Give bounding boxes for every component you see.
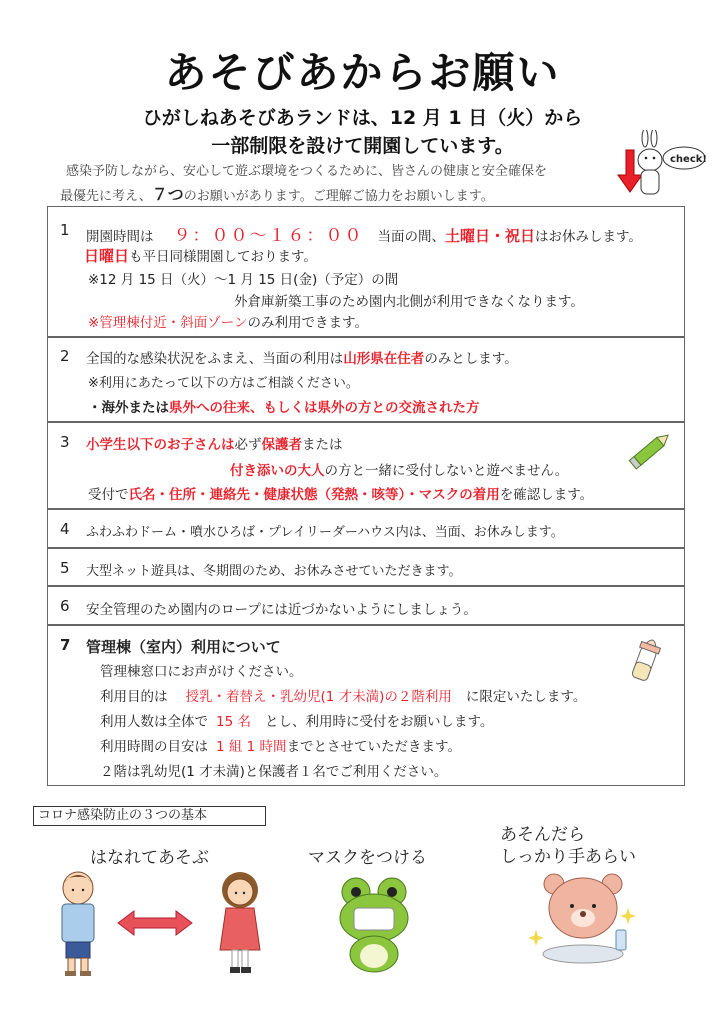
rule-item-4 xyxy=(47,509,685,548)
item-number: 1 xyxy=(60,221,70,239)
item-3-line-1: 小学生以下のお子さんは必ず保護者または xyxy=(86,437,343,453)
item-2-line-3: ・海外または県外への往来、もしくは県外の方との交流された方 xyxy=(88,400,480,416)
item-number: 2 xyxy=(60,347,70,365)
item-7-line-5: ２階は乳幼児(1 才未満)と保護者１名でご利用ください。 xyxy=(100,764,448,780)
item-6-text: 安全管理のため園内のロープには近づかないようにしましょう。 xyxy=(86,602,477,618)
caption-handwash-1: あそんだら xyxy=(500,825,585,845)
caption-handwash-2: しっかり手あらい xyxy=(500,847,636,867)
item-3-line-3: 受付で氏名・住所・連絡先・健康状態（発熱・咳等）・マスクの着用を確認します。 xyxy=(88,487,594,503)
check-rabbit-icon xyxy=(612,130,707,205)
item-3-line-2: 付き添いの大人の方と一緒に受付しないと遊べません。 xyxy=(230,463,569,479)
item-7-line-3: 利用人数は全体で 15 名 とし、利用時に受付をお願いします。 xyxy=(100,714,494,730)
item-1-line-3: ※12 月 15 日（火）～1 月 15 日(金)（予定）の間 xyxy=(88,272,399,288)
item-number: 5 xyxy=(60,559,70,577)
item-7-line-2: 利用目的は 授乳・着替え・乳幼児(1 才未満)の２階利用 に限定いたします。 xyxy=(100,689,587,705)
intro-line-2: 最優先に考え、７つのお願いがあります。ご理解ご協力をお願いします。 xyxy=(60,185,494,204)
item-number: 7 xyxy=(60,636,71,654)
rule-item-6 xyxy=(47,586,685,625)
rule-item-5 xyxy=(47,548,685,586)
item-1-line-1: 開園時間は ９：００～１６：００ 当面の間、土曜日・祝日はお休みします。 xyxy=(86,226,642,246)
double-arrow-icon xyxy=(116,908,194,938)
item-1-line-2: 日曜日も平日同様開園しております。 xyxy=(84,247,317,265)
rule-item-1 xyxy=(47,206,685,337)
rule-item-3 xyxy=(47,422,685,509)
intro-line-1: 感染予防しながら、安心して遊ぶ環境をつくるために、皆さんの健康と安全確保を xyxy=(66,164,548,179)
item-1-line-5: ※管理棟付近・斜面ゾーンのみ利用できます。 xyxy=(88,315,368,331)
girl-illustration-icon xyxy=(210,868,270,978)
page-title: あそびあからお願い xyxy=(164,48,561,97)
frog-mask-illustration-icon xyxy=(334,874,414,974)
item-number: 3 xyxy=(60,433,70,451)
item-2-line-1: 全国的な感染状況をふまえ、当面の利用は山形県在住者のみとします。 xyxy=(86,351,518,367)
subtitle-line-2: 一部制限を設けて開園しています。 xyxy=(211,135,514,157)
pencil-icon xyxy=(624,427,676,475)
item-2-line-2: ※利用にあたって以下の方はご相談ください。 xyxy=(88,376,359,391)
item-number: 4 xyxy=(60,520,70,538)
rule-item-2 xyxy=(47,337,685,422)
corona-basics-label: コロナ感染防止の３つの基本 xyxy=(33,806,266,826)
bear-handwash-illustration-icon xyxy=(528,868,638,968)
rule-item-7 xyxy=(47,625,685,786)
item-5-text: 大型ネット遊具は、冬期間のため、お休みさせていただきます。 xyxy=(86,564,462,579)
boy-illustration-icon xyxy=(48,868,108,978)
subtitle-line-1: ひがしねあそびあランドは、12 月 1 日（火）から xyxy=(142,107,583,129)
item-1-line-4: 外倉庫新築工事のため園内北側が利用できなくなります。 xyxy=(234,294,584,310)
caption-distance: はなれてあそぶ xyxy=(90,848,209,868)
check-label: check! xyxy=(670,154,707,165)
baby-bottle-icon xyxy=(626,634,666,684)
item-7-line-1: 管理棟窓口にお声がけください。 xyxy=(100,664,303,680)
caption-mask: マスクをつける xyxy=(308,848,427,868)
item-number: 6 xyxy=(60,597,70,615)
item-4-text: ふわふわドーム・噴水ひろば・プレイリーダーハウス内は、当面、お休みします。 xyxy=(86,525,564,540)
item-7-line-4: 利用時間の目安は 1 組 1 時間までとさせていただきます。 xyxy=(100,739,461,755)
item-7-title: 管理棟（室内）利用について xyxy=(86,638,281,656)
